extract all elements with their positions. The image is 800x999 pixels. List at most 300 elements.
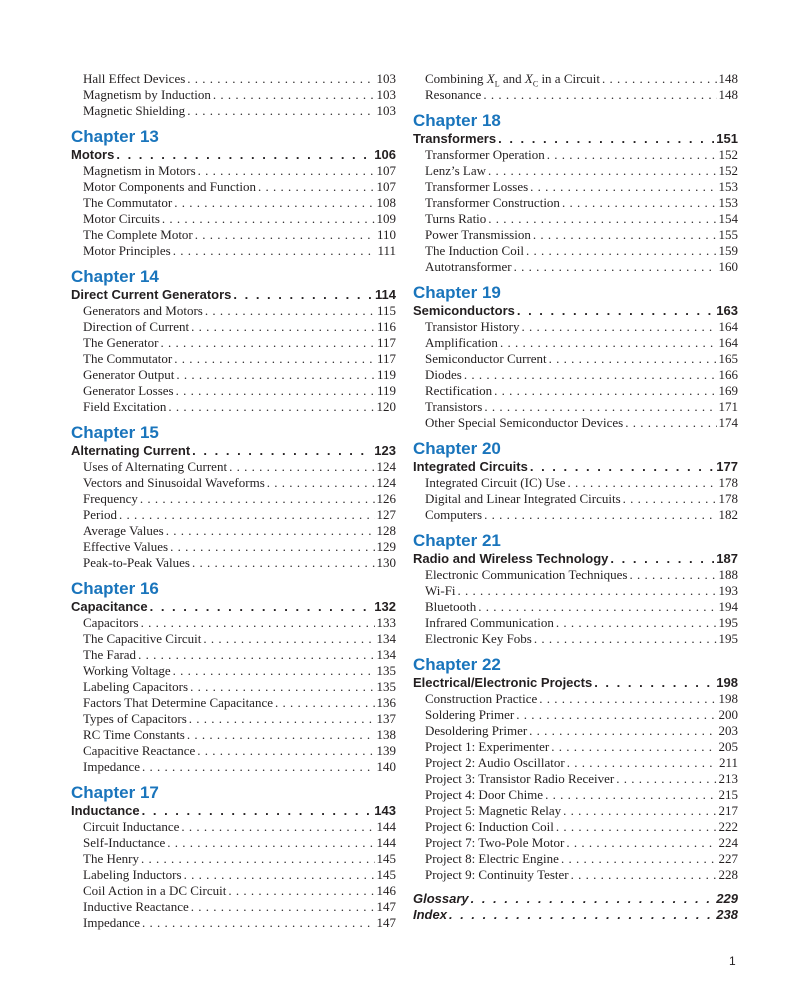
toc-entry[interactable] [71,71,396,87]
page-ref: 134 [376,631,396,646]
page-ref: 134 [376,647,396,662]
page-ref: 193 [718,583,738,598]
dot-leader [174,195,374,211]
dot-leader [533,227,717,243]
entry-label: Generator Losses [83,383,174,398]
dot-leader [498,131,714,147]
entry-label: Semiconductor Current [425,351,547,366]
toc-entry[interactable] [71,475,396,491]
chapter-title-entry[interactable] [71,443,396,459]
toc-entry[interactable] [71,399,396,415]
page-ref: 195 [718,615,738,630]
entry-label: The Henry [83,851,139,866]
toc-entry[interactable] [71,555,396,571]
toc-column-left [71,71,396,931]
page-ref: 139 [376,743,396,758]
page-number: 1 [729,954,736,968]
dot-leader [189,711,375,727]
toc-entry[interactable] [413,631,738,647]
dot-leader [166,523,375,539]
page-ref: 166 [718,367,738,382]
page-ref: 107 [376,163,396,178]
dot-leader [616,771,716,787]
entry-label: Alternating Current [71,443,191,458]
chapter-heading: Chapter 20 [413,439,501,458]
dot-leader [458,583,717,599]
label-part: X [524,71,533,86]
page-ref: 152 [718,147,738,162]
toc-entry[interactable] [413,787,738,803]
toc-entry[interactable] [71,383,396,399]
page-ref: 194 [718,599,738,614]
toc-entry[interactable] [413,615,738,631]
page-ref: 135 [376,679,396,694]
dot-leader [170,539,374,555]
toc-entry[interactable] [71,507,396,523]
entry-label: Project 8: Electric Engine [425,851,559,866]
dot-leader [610,551,714,567]
toc-entry[interactable] [71,523,396,539]
dot-leader [187,103,374,119]
dot-leader [197,743,374,759]
chapter-title-entry[interactable] [413,459,738,475]
page-ref: 165 [718,351,738,366]
toc-entry[interactable] [413,803,738,819]
page-ref: 117 [376,335,396,350]
entry-label: Soldering Primer [425,707,515,722]
entry-label: Project 5: Magnetic Relay [425,803,562,818]
page-ref: 187 [716,551,738,566]
chapter-title-entry[interactable] [71,147,396,163]
entry-label: The Capacitive Circuit [83,631,202,646]
entry-label: Transistors [425,399,483,414]
toc-entry[interactable] [71,227,396,243]
dot-leader [602,71,717,87]
dot-leader [181,819,374,835]
entry-label: Peak-to-Peak Values [83,555,190,570]
entry-label: Project 4: Door Chime [425,787,544,802]
page-ref: 126 [376,491,396,506]
entry-label: Electrical/Electronic Projects [413,675,593,690]
dot-leader [566,835,716,851]
page-ref: 238 [716,907,738,922]
entry-label: Wi-Fi [425,583,456,598]
entry-label: The Farad [83,647,137,662]
entry-label: Radio and Wireless Technology [413,551,609,566]
toc-entry[interactable] [71,243,396,259]
toc-entry[interactable] [413,851,738,867]
entry-label: The Commutator [83,351,173,366]
toc-entry[interactable] [413,819,738,835]
dot-leader [561,851,717,867]
entry-label: Project 2: Audio Oscillator [425,755,565,770]
toc-entry[interactable] [413,71,738,87]
dot-leader [488,163,716,179]
entry-label: Generator Output [83,367,175,382]
toc-entry[interactable] [413,227,738,243]
toc-entry[interactable] [413,147,738,163]
entry-label: Labeling Capacitors [83,679,189,694]
label-part: in a Circuit [538,71,600,86]
toc-entry[interactable] [413,195,738,211]
dot-leader [167,835,374,851]
page-ref: 130 [376,555,396,570]
entry-label: Electronic Key Fobs [425,631,532,646]
page-ref: 140 [376,759,396,774]
toc-entry[interactable] [413,755,738,771]
toc-entry[interactable] [71,103,396,119]
entry-label: Transformers [413,131,497,146]
toc-entry[interactable] [71,335,396,351]
entry-label: Diodes [425,367,462,382]
dot-leader [517,303,714,319]
page-ref: 133 [376,615,396,630]
chapter-heading: Chapter 18 [413,111,501,130]
page-ref: 145 [376,851,396,866]
page-ref: 143 [374,803,396,818]
toc-entry[interactable] [71,163,396,179]
dot-leader [205,303,375,319]
chapter-title-entry[interactable] [413,675,738,691]
dot-leader [190,679,374,695]
toc-entry[interactable] [71,351,396,367]
toc-entry[interactable] [71,459,396,475]
toc-entry[interactable] [413,367,738,383]
toc-entry[interactable] [413,243,738,259]
toc-entry[interactable] [413,399,738,415]
dot-leader [187,71,374,87]
page-ref: 198 [716,675,738,690]
dot-leader [530,179,716,195]
chapter-title-entry[interactable] [71,599,396,615]
page-ref: 132 [374,599,396,614]
toc-entry[interactable] [71,819,396,835]
dot-leader [275,695,375,711]
entry-label: Rectification [425,383,493,398]
subscript: L [494,79,500,89]
page-ref: 124 [376,475,396,490]
toc-entry[interactable] [413,739,738,755]
dot-leader [258,179,375,195]
chapter-title-entry[interactable] [413,551,738,567]
dot-leader [192,555,375,571]
toc-entry[interactable] [71,663,396,679]
toc-entry[interactable] [71,87,396,103]
page-ref: 107 [376,179,396,194]
dot-leader [522,319,717,335]
toc-entry[interactable] [71,759,396,775]
toc-entry[interactable] [413,707,738,723]
page-ref: 145 [376,867,396,882]
entry-label: Project 9: Continuity Tester [425,867,569,882]
entry-label: Turns Ratio [425,211,487,226]
entry-label: Electronic Communication Techniques [425,567,628,582]
page-ref: 111 [377,243,396,258]
toc-entry[interactable] [413,259,738,275]
page-ref: 108 [376,195,396,210]
page-ref: 148 [718,87,738,102]
toc-entry[interactable] [413,867,738,883]
entry-label: Coil Action in a DC Circuit [83,883,227,898]
dot-leader [192,443,372,459]
entry-label: Capacitors [83,615,139,630]
toc-entry[interactable] [71,491,396,507]
toc-entry[interactable] [71,835,396,851]
dot-leader [162,211,375,227]
entry-label: Motors [71,147,115,162]
page-ref: 153 [718,195,738,210]
toc-entry[interactable] [413,383,738,399]
page-ref: 103 [376,103,396,118]
toc-entry[interactable] [71,303,396,319]
toc-entry[interactable] [71,647,396,663]
dot-leader [500,335,717,351]
toc-entry[interactable] [413,163,738,179]
toc-entry[interactable] [413,415,738,431]
dot-leader [176,383,375,399]
page-ref: 135 [376,663,396,678]
toc-entry[interactable] [71,915,396,931]
page-ref: 178 [718,475,738,490]
page-ref: 200 [718,707,738,722]
entry-label: Average Values [83,523,164,538]
toc-entry[interactable] [71,743,396,759]
page-ref: 127 [376,507,396,522]
toc-column-right [413,71,738,923]
toc-entry[interactable] [71,211,396,227]
page-ref: 159 [718,243,738,258]
toc-entry[interactable] [71,899,396,915]
dot-leader [173,663,375,679]
toc-entry[interactable] [71,615,396,631]
dot-leader [176,367,375,383]
dot-leader [629,567,716,583]
page-ref: 123 [374,443,396,458]
page-ref: 198 [718,691,738,706]
toc-entry[interactable] [413,567,738,583]
toc-entry[interactable] [71,727,396,743]
dot-leader [545,787,716,803]
entry-label: Transformer Construction [425,195,560,210]
dot-leader [119,507,375,523]
dot-leader [173,243,376,259]
label-part: Combining [425,71,487,86]
dot-leader [142,915,374,931]
toc-entry[interactable] [413,507,738,523]
page-ref: 146 [376,883,396,898]
page-ref: 152 [718,163,738,178]
dot-leader [526,243,717,259]
toc-entry[interactable] [413,87,738,103]
page-ref: 128 [376,523,396,538]
toc-entry[interactable] [413,351,738,367]
page-ref: 174 [718,415,738,430]
entry-label: Motor Circuits [83,211,160,226]
dot-leader [142,759,374,775]
entry-label: Inductance [71,803,140,818]
page-ref: 153 [718,179,738,194]
entry-label: Autotransformer [425,259,512,274]
chapter-title-entry[interactable] [413,303,738,319]
entry-label: Working Voltage [83,663,171,678]
dot-leader [116,147,372,163]
dot-leader [494,383,716,399]
entry-label: Vectors and Sinusoidal Waveforms [83,475,265,490]
page-ref: 138 [376,727,396,742]
toc-entry[interactable] [71,539,396,555]
dot-leader [142,803,373,819]
toc-entry[interactable] [71,367,396,383]
entry-label: Period [83,507,117,522]
toc-entry[interactable] [71,195,396,211]
toc-entry[interactable] [413,179,738,195]
toc-entry[interactable] [413,475,738,491]
entry-label: Frequency [83,491,138,506]
page-ref: 137 [376,711,396,726]
page-ref: 195 [718,631,738,646]
toc-entry[interactable] [413,319,738,335]
entry-label: Labeling Inductors [83,867,182,882]
page-ref: 205 [718,739,738,754]
toc-entry[interactable] [71,631,396,647]
dot-leader [141,615,375,631]
dot-leader [625,415,716,431]
entry-label: Construction Practice [425,691,538,706]
dot-leader [471,891,715,907]
toc-entry[interactable] [413,691,738,707]
dot-leader [530,459,714,475]
back-matter-entry[interactable] [413,891,738,907]
entry-label: Transformer Operation [425,147,545,162]
dot-leader [160,335,375,351]
entry-label: Integrated Circuit (IC) Use [425,475,566,490]
page-ref: 136 [376,695,396,710]
dot-leader [150,599,373,615]
toc-entry[interactable] [71,867,396,883]
subscript: C [532,79,539,89]
toc-entry[interactable] [413,771,738,787]
page-ref: 163 [716,303,738,318]
entry-label: The Induction Coil [425,243,524,258]
toc-entry[interactable] [413,599,738,615]
entry-label: Factors That Determine Capacitance [83,695,273,710]
page-ref: 177 [716,459,738,474]
dot-leader [484,399,716,415]
entry-label: Computers [425,507,483,522]
entry-label: Types of Capacitors [83,711,187,726]
toc-entry[interactable] [71,851,396,867]
toc-entry[interactable] [413,211,738,227]
page-ref: 228 [718,867,738,882]
dot-leader [229,459,374,475]
toc-entry[interactable] [71,679,396,695]
dot-leader [191,319,375,335]
entry-label: Resonance [425,87,482,102]
chapter-heading: Chapter 13 [71,127,159,146]
page-ref: 182 [718,507,738,522]
dot-leader [449,907,714,923]
chapter-title-entry[interactable] [71,803,396,819]
page-ref: 148 [718,71,738,86]
chapter-title-entry[interactable] [413,131,738,147]
back-matter-entry[interactable] [413,907,738,923]
toc-entry[interactable] [71,711,396,727]
dot-leader [516,707,716,723]
dot-leader [184,867,375,883]
toc-entry[interactable] [413,583,738,599]
entry-label: The Commutator [83,195,173,210]
dot-leader [267,475,375,491]
entry-label: Capacitance [71,599,148,614]
toc-entry[interactable] [71,695,396,711]
entry-label: Circuit Inductance [83,819,180,834]
entry-label: Desoldering Primer [425,723,528,738]
page-ref: 147 [376,915,396,930]
dot-leader [187,727,375,743]
dot-leader [571,867,717,883]
entry-label: Motor Principles [83,243,171,258]
page-ref: 211 [718,755,738,770]
entry-label: Project 6: Induction Coil [425,819,554,834]
page-ref: 154 [718,211,738,226]
dot-leader [233,287,373,303]
toc-entry[interactable] [413,491,738,507]
page-ref: 147 [376,899,396,914]
page-ref: 155 [718,227,738,242]
toc-entry[interactable] [71,883,396,899]
toc-entry[interactable] [413,723,738,739]
dot-leader [213,87,375,103]
label-part: X [486,71,495,86]
chapter-heading: Chapter 16 [71,579,159,598]
toc-entry[interactable] [71,319,396,335]
entry-label: Lenz’s Law [425,163,487,178]
dot-leader [567,755,717,771]
dot-leader [140,491,375,507]
dot-leader [539,691,716,707]
dot-leader [547,147,717,163]
entry-label: Capacitive Reactance [83,743,196,758]
toc-entry[interactable] [413,335,738,351]
entry-label: Transistor History [425,319,520,334]
chapter-title-entry[interactable] [71,287,396,303]
dot-leader [567,475,716,491]
dot-leader [529,723,716,739]
page-ref: 222 [718,819,738,834]
page-ref: 103 [376,71,396,86]
entry-label: Semiconductors [413,303,515,318]
entry-label: Infrared Communication [425,615,554,630]
chapter-heading: Chapter 22 [413,655,501,674]
page-ref: 215 [718,787,738,802]
page-ref: 164 [718,335,738,350]
dot-leader [168,399,374,415]
entry-label: Amplification [425,335,498,350]
entry-label: Field Excitation [83,399,167,414]
dot-leader [549,351,717,367]
dot-leader [483,87,716,103]
toc-entry[interactable] [71,179,396,195]
page-ref: 164 [718,319,738,334]
label-part: and [499,71,525,86]
page-ref: 129 [376,539,396,554]
toc-entry[interactable] [413,835,738,851]
dot-leader [534,631,717,647]
page-ref: 109 [376,211,396,226]
chapter-heading: Chapter 17 [71,783,159,802]
entry-label: Direction of Current [83,319,190,334]
entry-label: Motor Components and Function [83,179,256,194]
